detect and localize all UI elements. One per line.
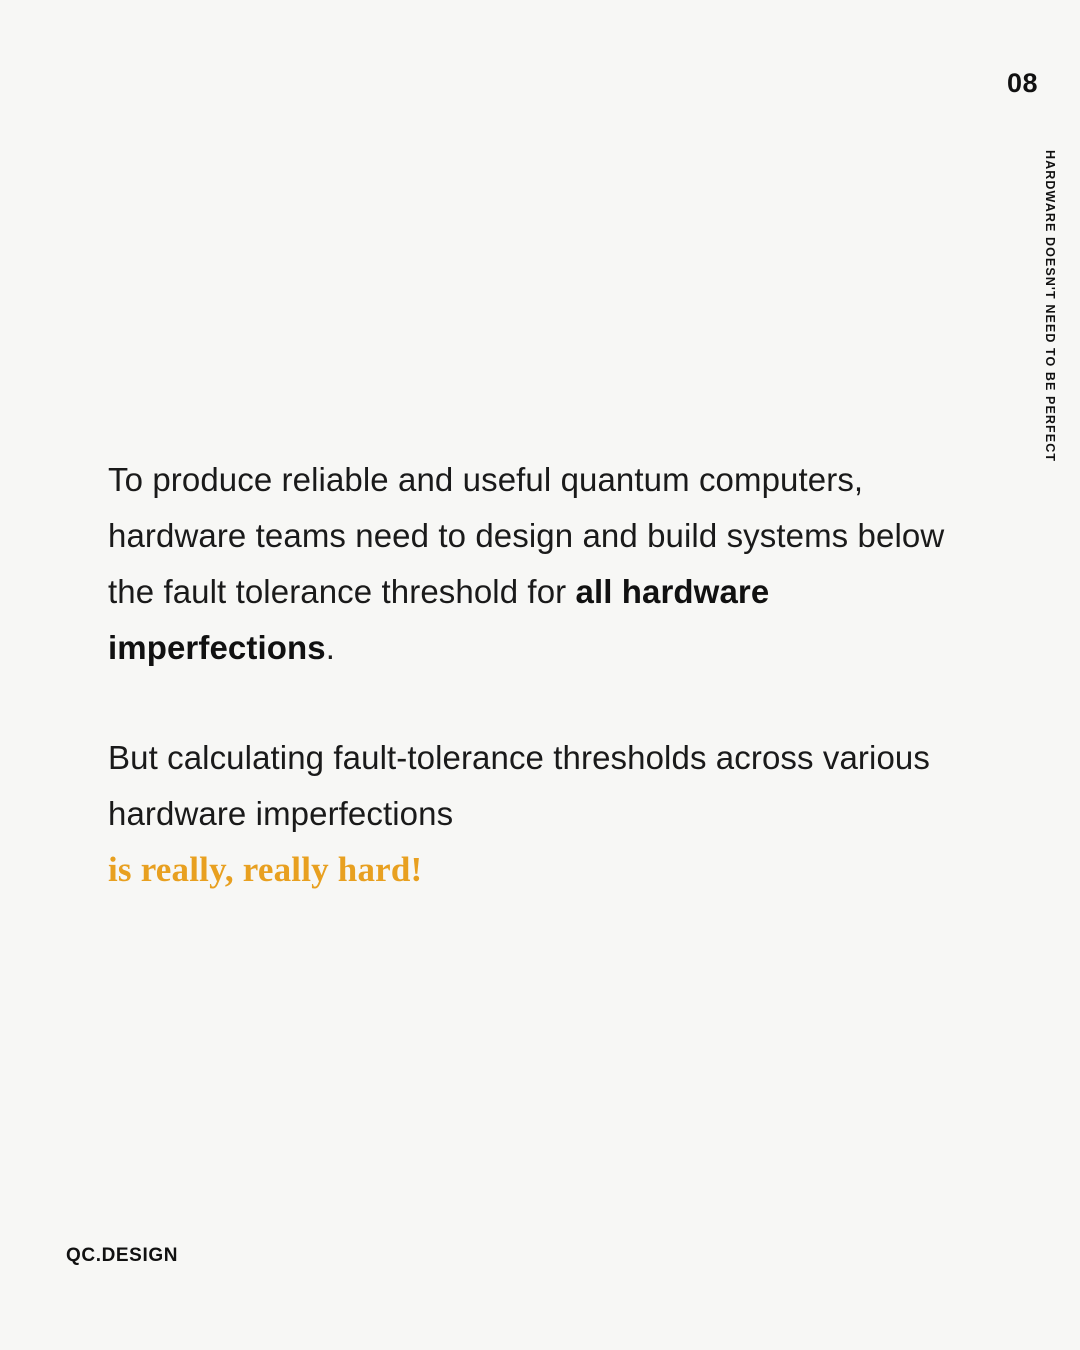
paragraph-two-highlight: is really, really hard! [108, 850, 423, 889]
body-copy [108, 452, 968, 898]
paragraph-two [108, 730, 968, 898]
side-caption: HARDWARE DOESN'T NEED TO BE PERFECT [1043, 150, 1057, 463]
paragraph-two-text: But calculating fault-tolerance thresholds across various hardware imperfections [108, 739, 930, 832]
paragraph-one-emphasis: all hardware imperfections [108, 573, 770, 666]
paragraph-one-text-lead: To produce reliable and useful quantum computers, hardware teams need to design and build systems below the fault tolerance threshold for [108, 461, 945, 610]
paragraph-one [108, 452, 968, 676]
paragraph-one-text-tail: . [325, 629, 335, 666]
page-number: 08 [1006, 68, 1038, 98]
brand-logo-text: QC.DESIGN [66, 1245, 179, 1266]
